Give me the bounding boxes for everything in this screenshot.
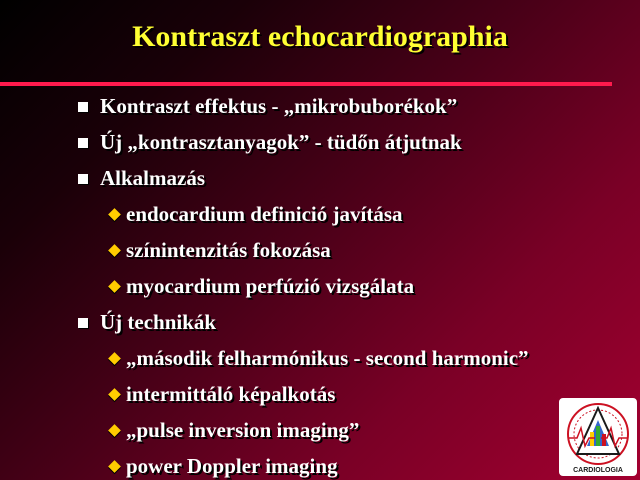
bullet-item bbox=[126, 384, 335, 405]
diamond-bullet-icon bbox=[108, 352, 121, 365]
cardiology-logo-icon bbox=[559, 398, 637, 476]
bullet-text: Alkalmazás bbox=[100, 166, 205, 190]
bullet-item bbox=[126, 420, 359, 441]
bullet-item bbox=[100, 312, 216, 333]
bullet-item bbox=[126, 240, 331, 261]
logo-text: CARDIOLOGIA bbox=[573, 467, 623, 474]
diamond-bullet-icon bbox=[108, 208, 121, 221]
bullet-item bbox=[100, 96, 457, 117]
bullet-text: power Doppler imaging bbox=[126, 454, 338, 478]
square-bullet-icon bbox=[78, 174, 88, 184]
diamond-bullet-icon bbox=[108, 244, 121, 257]
square-bullet-icon bbox=[78, 318, 88, 328]
bullet-item bbox=[126, 348, 529, 369]
title-divider bbox=[0, 82, 612, 86]
bullet-item bbox=[126, 276, 414, 297]
bullet-text: színintenzitás fokozása bbox=[126, 238, 331, 262]
diamond-bullet-icon bbox=[108, 424, 121, 437]
diamond-bullet-icon bbox=[108, 460, 121, 473]
square-bullet-icon bbox=[78, 138, 88, 148]
bullet-item bbox=[100, 168, 205, 189]
square-bullet-icon bbox=[78, 102, 88, 112]
bullet-text: endocardium definició javítása bbox=[126, 202, 403, 226]
diamond-bullet-icon bbox=[108, 388, 121, 401]
bullet-text: Kontraszt effektus - „mikrobuborékok” bbox=[100, 94, 458, 118]
bullet-item bbox=[126, 456, 338, 477]
bullet-text: myocardium perfúzió vizsgálata bbox=[126, 274, 415, 298]
bullet-item bbox=[100, 132, 462, 153]
bullet-item bbox=[126, 204, 403, 225]
cardiology-society-logo bbox=[559, 398, 637, 476]
diamond-bullet-icon bbox=[108, 280, 121, 293]
slide-title: Kontraszt echocardiographia bbox=[132, 20, 508, 53]
bullet-text: Új „kontrasztanyagok” - tüdőn átjutnak bbox=[100, 130, 462, 154]
bullet-text: „második felharmónikus - second harmonic” bbox=[126, 346, 529, 370]
bullet-text: intermittáló képalkotás bbox=[126, 382, 336, 406]
bullet-text: Új technikák bbox=[100, 310, 217, 334]
bullet-text: „pulse inversion imaging” bbox=[126, 418, 360, 442]
